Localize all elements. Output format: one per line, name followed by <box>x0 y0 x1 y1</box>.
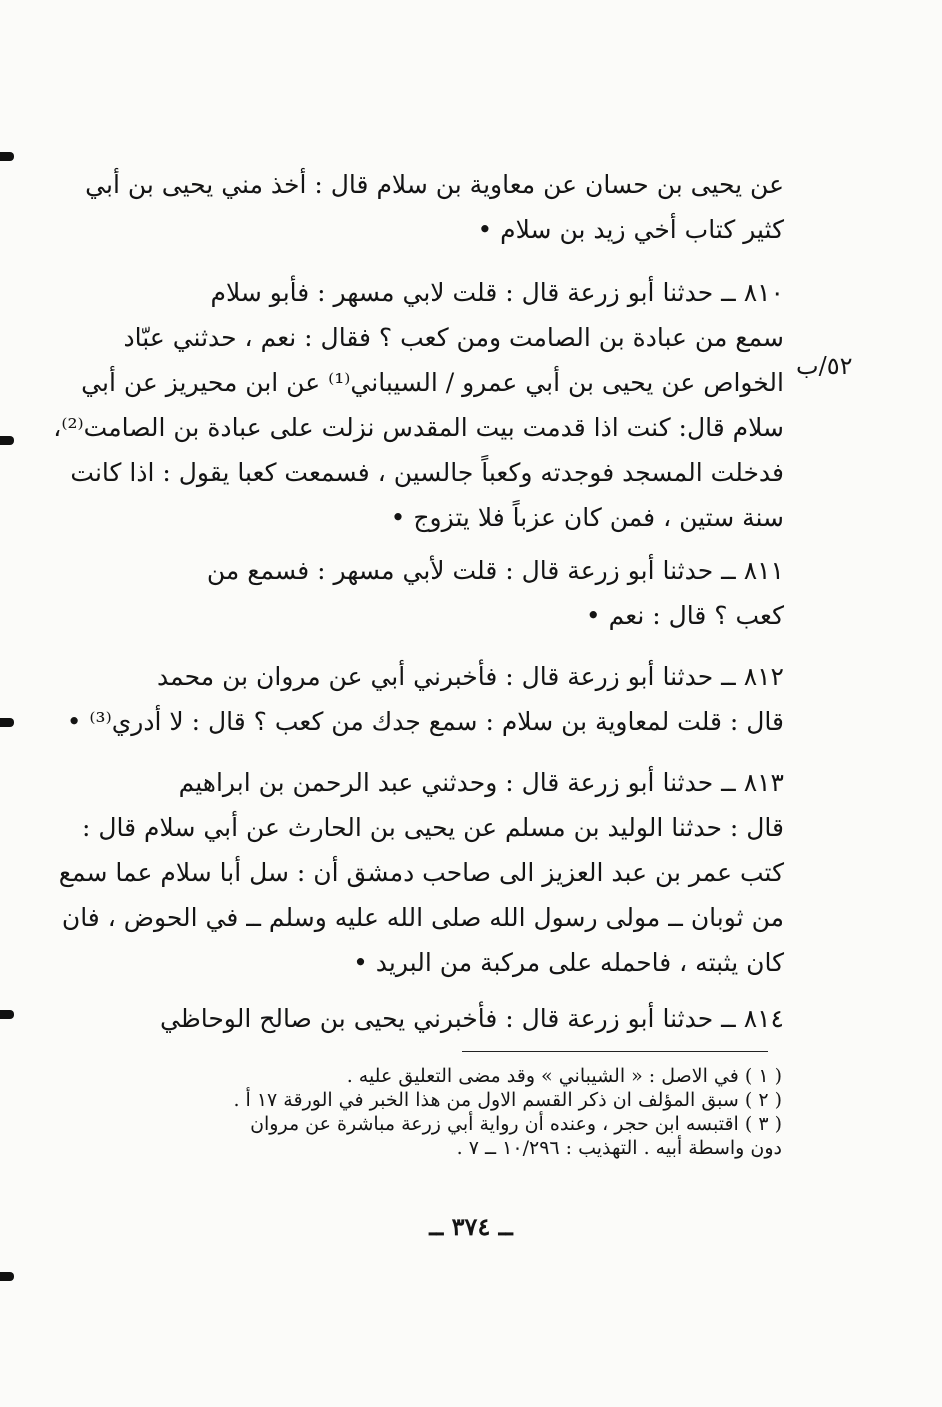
text-line: كتب عمر بن عبد العزيز الى صاحب دمشق أن : سل أبا سلام عما سمع <box>58 858 784 887</box>
paragraph-814 <box>118 996 784 1041</box>
scan-edge-mark <box>0 718 14 727</box>
text-line: ٨١٢ ــ حدثنا أبو زرعة قال : فأخبرني أبي عن مروان بن محمد <box>157 662 784 691</box>
scan-edge-mark <box>0 1272 14 1281</box>
text-line: كان يثبته ، فاحمله على مركبة من البريد • <box>353 948 784 977</box>
scan-edge-mark <box>0 436 14 445</box>
page-number: ــ ٣٧٤ ــ <box>429 1212 513 1241</box>
text-line: من ثوبان ــ مولى رسول الله صلى الله عليه وسلم ــ في الحوض ، فان <box>61 903 784 932</box>
text-line: كعب ؟ قال : نعم • <box>585 601 784 630</box>
footnote-2: ( ٢ ) سبق المؤلف ان ذكر القسم الاول من هذا الخبر في الورقة ١٧ أ . <box>233 1089 782 1111</box>
paragraph-continuation <box>85 162 784 252</box>
paragraph-810 <box>53 270 784 540</box>
text-line: ٨١٣ ــ حدثنا أبو زرعة قال : وحدثني عبد الرحمن بن ابراهيم <box>178 768 784 797</box>
footnote-separator <box>462 1051 768 1052</box>
text-line: ٨١١ ــ حدثنا أبو زرعة قال : قلت لأبي مسهر : فسمع من <box>206 556 784 585</box>
text-line: سلام قال: كنت اذا قدمت بيت المقدس نزلت على عبادة بن الصامت⁽²⁾، <box>53 413 784 442</box>
text-line: قال : قلت لمعاوية بن سلام : سمع جدك من كعب ؟ قال : لا أدري⁽³⁾ • <box>66 707 784 736</box>
text-line: سنة ستين ، فمن كان عزباً فلا يتزوج • <box>390 503 784 532</box>
text-line: سمع من عبادة بن الصامت ومن كعب ؟ فقال : نعم ، حدثني عبّاد <box>123 323 784 352</box>
margin-folio-note: ٥٢/ب <box>796 352 853 380</box>
text-line: ٨١٠ ــ حدثنا أبو زرعة قال : قلت لابي مسهر : فأبو سلام <box>210 278 784 307</box>
text-line: ٨١٤ ــ حدثنا أبو زرعة قال : فأخبرني يحيى بن صالح الوحاظي <box>159 1004 784 1033</box>
text-line: كثير كتاب أخي زيد بن سلام • <box>477 215 784 244</box>
scan-edge-mark <box>0 1010 14 1019</box>
text-line: الخواص عن يحيى بن أبي عمرو / السيباني⁽¹⁾ عن ابن محيريز عن أبي <box>81 368 784 397</box>
text-line: عن يحيى بن حسان عن معاوية بن سلام قال : أخذ مني يحيى بن أبي <box>85 170 784 199</box>
paragraph-811 <box>118 548 784 638</box>
footnote-3: ( ٣ ) اقتبسه ابن حجر ، وعنده أن رواية أبي زرعة مباشرة عن مروان <box>250 1113 782 1135</box>
paragraph-812 <box>66 654 784 744</box>
scan-edge-mark <box>0 152 14 161</box>
footnote-3-continued: دون واسطة أبيه . التهذيب : ١٠/٢٩٦ ــ ٧ . <box>456 1137 782 1159</box>
text-line: قال : حدثنا الوليد بن مسلم عن يحيى بن الحارث عن أبي سلام قال : <box>82 813 784 842</box>
paragraph-813 <box>58 760 784 985</box>
text-line: فدخلت المسجد فوجدته وكعباً جالسين ، فسمعت كعبا يقول : اذا كانت <box>70 458 784 487</box>
footnote-1: ( ١ ) في الاصل : « الشيباني » وقد مضى التعليق عليه . <box>346 1065 782 1087</box>
footnotes <box>130 1064 782 1160</box>
